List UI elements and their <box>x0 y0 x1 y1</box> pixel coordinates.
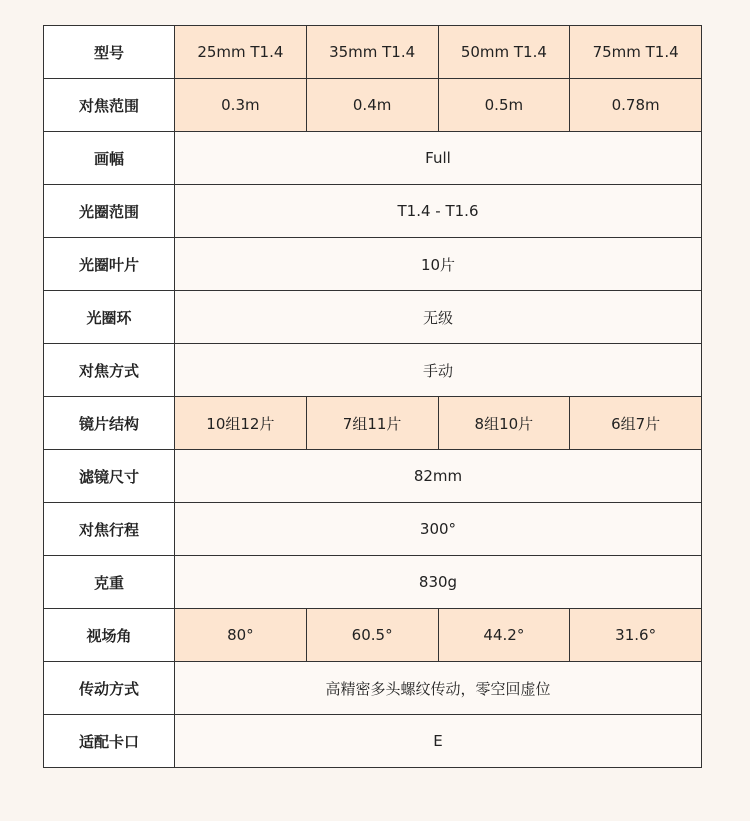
row-drive-mechanism <box>44 662 702 715</box>
row-focus-throw <box>44 503 702 556</box>
weight-value: 830g <box>175 556 702 609</box>
row-label: 对焦范围 <box>44 79 175 132</box>
field-of-view-25mm: 80° <box>175 609 307 662</box>
mount-value: E <box>175 715 702 768</box>
row-label: 对焦方式 <box>44 344 175 397</box>
focus-range-50mm: 0.5m <box>438 79 570 132</box>
field-of-view-50mm: 44.2° <box>438 609 570 662</box>
row-aperture-blades <box>44 238 702 291</box>
model-25mm: 25mm T1.4 <box>175 26 307 79</box>
lens-construction-35mm: 7组11片 <box>306 397 438 450</box>
row-focus-range <box>44 79 702 132</box>
row-field-of-view <box>44 609 702 662</box>
aperture-ring-value: 无级 <box>175 291 702 344</box>
row-mount <box>44 715 702 768</box>
row-label: 传动方式 <box>44 662 175 715</box>
aperture-range-value: T1.4 - T1.6 <box>175 185 702 238</box>
lens-construction-50mm: 8组10片 <box>438 397 570 450</box>
row-lens-construction <box>44 397 702 450</box>
field-of-view-75mm: 31.6° <box>570 609 702 662</box>
focus-throw-value: 300° <box>175 503 702 556</box>
lens-construction-25mm: 10组12片 <box>175 397 307 450</box>
row-label: 光圈叶片 <box>44 238 175 291</box>
row-weight <box>44 556 702 609</box>
row-label: 适配卡口 <box>44 715 175 768</box>
row-label: 克重 <box>44 556 175 609</box>
lens-construction-75mm: 6组7片 <box>570 397 702 450</box>
row-aperture-ring <box>44 291 702 344</box>
model-50mm: 50mm T1.4 <box>438 26 570 79</box>
field-of-view-35mm: 60.5° <box>306 609 438 662</box>
row-label: 对焦行程 <box>44 503 175 556</box>
row-label: 镜片结构 <box>44 397 175 450</box>
lens-spec-table <box>43 25 702 768</box>
focus-mode-value: 手动 <box>175 344 702 397</box>
drive-mechanism-value: 高精密多头螺纹传动，零空回虚位 <box>175 662 702 715</box>
row-filter-size <box>44 450 702 503</box>
aperture-blades-value: 10片 <box>175 238 702 291</box>
row-label: 型号 <box>44 26 175 79</box>
row-label: 光圈范围 <box>44 185 175 238</box>
row-label: 光圈环 <box>44 291 175 344</box>
focus-range-75mm: 0.78m <box>570 79 702 132</box>
row-label: 滤镜尺寸 <box>44 450 175 503</box>
filter-size-value: 82mm <box>175 450 702 503</box>
model-35mm: 35mm T1.4 <box>306 26 438 79</box>
row-label: 画幅 <box>44 132 175 185</box>
row-model <box>44 26 702 79</box>
focus-range-25mm: 0.3m <box>175 79 307 132</box>
model-75mm: 75mm T1.4 <box>570 26 702 79</box>
row-label: 视场角 <box>44 609 175 662</box>
row-format <box>44 132 702 185</box>
format-value: Full <box>175 132 702 185</box>
focus-range-35mm: 0.4m <box>306 79 438 132</box>
row-aperture-range <box>44 185 702 238</box>
row-focus-mode <box>44 344 702 397</box>
